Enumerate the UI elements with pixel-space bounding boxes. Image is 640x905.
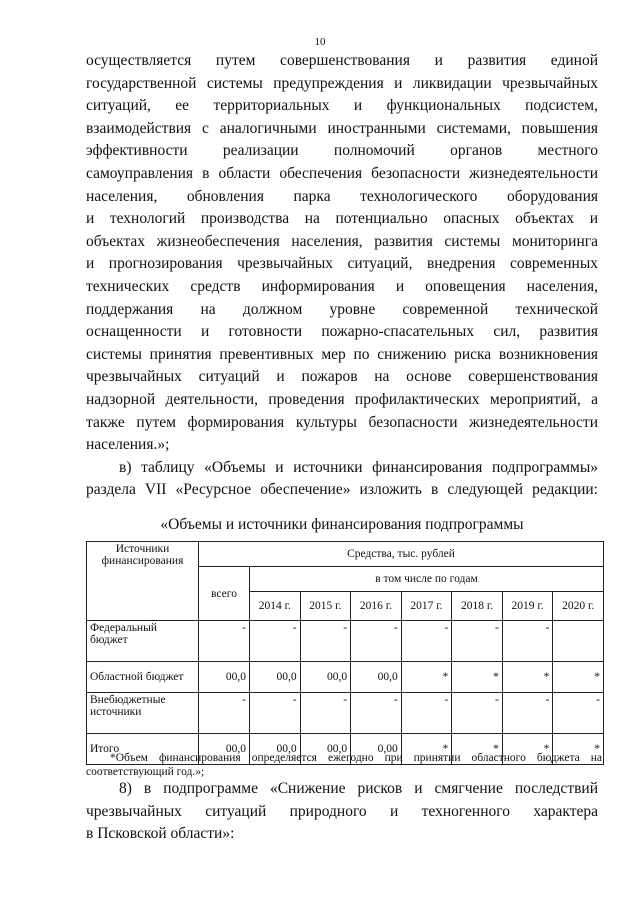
text-line: 8) в подпрограмме «Снижение рисков и смягчение последствий — [119, 780, 598, 797]
cell-value: - — [300, 621, 351, 662]
financing-table — [86, 541, 604, 765]
cell-value: * — [502, 662, 553, 693]
header-year: 2019 г. — [502, 592, 553, 621]
body-text — [86, 50, 598, 502]
header-total: всего — [199, 567, 250, 621]
text-line: самоуправления в области обеспечения безопасности жизнедеятельности — [86, 164, 598, 182]
table-title: «Объемы и источники финансирования подпрограммы — [160, 516, 524, 533]
header-year: 2017 г. — [401, 592, 452, 621]
cell-value: * — [553, 734, 604, 765]
cell-value: * — [401, 734, 452, 765]
row-label: Итого — [87, 734, 199, 765]
after-table-text — [86, 778, 598, 846]
header-funds: Средства, тыс. рублей — [199, 542, 604, 567]
cell-value: - — [502, 693, 553, 734]
cell-value: - — [300, 693, 351, 734]
table-row — [87, 693, 604, 734]
text-line: чрезвычайных ситуаций и пожаров на основе совершенствования — [86, 368, 598, 386]
text-line: объектах жизнеобеспечения населения, развития системы мониторинга — [86, 232, 598, 250]
cell-value: 00,0 — [250, 734, 301, 765]
text-line: надзорной деятельности, проведения профилактических мероприятий, а — [86, 390, 598, 408]
cell-value: 00,0 — [300, 734, 351, 765]
cell-value — [553, 621, 604, 662]
table-header-row — [87, 542, 604, 567]
cell-value: 0,00 — [351, 734, 402, 765]
cell-value: - — [452, 693, 503, 734]
row-label: Областной бюджет — [87, 662, 199, 693]
cell-value: 00,0 — [199, 662, 250, 693]
header-sources: Источники финансирования — [87, 542, 199, 621]
footnote-line: *Объем финансирования определяется ежегодно при принятии областного бюджета на — [110, 752, 602, 764]
text-line: осуществляется путем совершенствования и развития единой — [86, 52, 598, 69]
text-line: ситуаций, ее территориальных и функциональных подсистем, — [86, 97, 598, 115]
cell-value: - — [553, 693, 604, 734]
text-line: государственной системы предупреждения и ликвидации чрезвычайных — [86, 74, 598, 92]
header-by-years: в том числе по годам — [250, 567, 604, 592]
text-line: раздела VII «Ресурсное обеспечение» изложить в следующей редакции: — [86, 481, 598, 499]
cell-value: - — [452, 621, 503, 662]
text-line: поддержания на должном уровне современной технической — [86, 300, 598, 318]
cell-value: - — [199, 693, 250, 734]
table-footnote — [86, 751, 602, 779]
text-line: и технологий производства на потенциально опасных объектах и — [86, 210, 598, 228]
header-year: 2016 г. — [351, 592, 402, 621]
cell-value: - — [502, 621, 553, 662]
header-year: 2014 г. — [250, 592, 301, 621]
cell-value: - — [401, 621, 452, 662]
text-line: в Псковской области»: — [86, 825, 235, 843]
page-number: 10 — [314, 36, 326, 48]
text-line: в) таблицу «Объемы и источники финансирования подпрограммы» — [119, 458, 598, 476]
text-line: системы принятия превентивных мер по снижению риска возникновения — [86, 345, 598, 363]
cell-value: 00,0 — [300, 662, 351, 693]
cell-value: 00,0 — [199, 734, 250, 765]
text-line: взаимодействия с аналогичными иностранными системами, повышения — [86, 119, 598, 137]
header-year: 2018 г. — [452, 592, 503, 621]
cell-value: - — [250, 621, 301, 662]
text-line: чрезвычайных ситуаций природного и техногенного характера — [86, 802, 598, 820]
header-year: 2015 г. — [300, 592, 351, 621]
header-year: 2020 г. — [553, 592, 604, 621]
cell-value: * — [452, 662, 503, 693]
text-line: эффективности реализации полномочий органов местного — [86, 142, 598, 160]
text-line: населения.»; — [86, 436, 170, 454]
cell-value: - — [401, 693, 452, 734]
text-line: и прогнозирования чрезвычайных ситуаций, внедрения современных — [86, 255, 598, 273]
text-line: оснащенности и готовности пожарно-спасательных сил, развития — [86, 323, 598, 341]
cell-value: 00,0 — [351, 662, 402, 693]
cell-value: * — [452, 734, 503, 765]
footnote-line: соответствующий год.»; — [86, 766, 205, 778]
row-label: Федеральный бюджет — [87, 621, 199, 662]
text-line: также путем формирования культуры безопасности жизнедеятельности — [86, 413, 598, 431]
cell-value: - — [351, 693, 402, 734]
text-line: технических средств информирования и оповещения населения, — [86, 277, 598, 295]
cell-value: - — [250, 693, 301, 734]
text-line: населения, обновления парка технологического оборудования — [86, 187, 598, 205]
table-row — [87, 621, 604, 662]
cell-value: * — [401, 662, 452, 693]
cell-value: * — [502, 734, 553, 765]
cell-value: * — [553, 662, 604, 693]
cell-value: 00,0 — [250, 662, 301, 693]
cell-value: - — [351, 621, 402, 662]
row-label: Внебюджетные источники — [87, 693, 199, 734]
cell-value: - — [199, 621, 250, 662]
table-row — [87, 662, 604, 693]
